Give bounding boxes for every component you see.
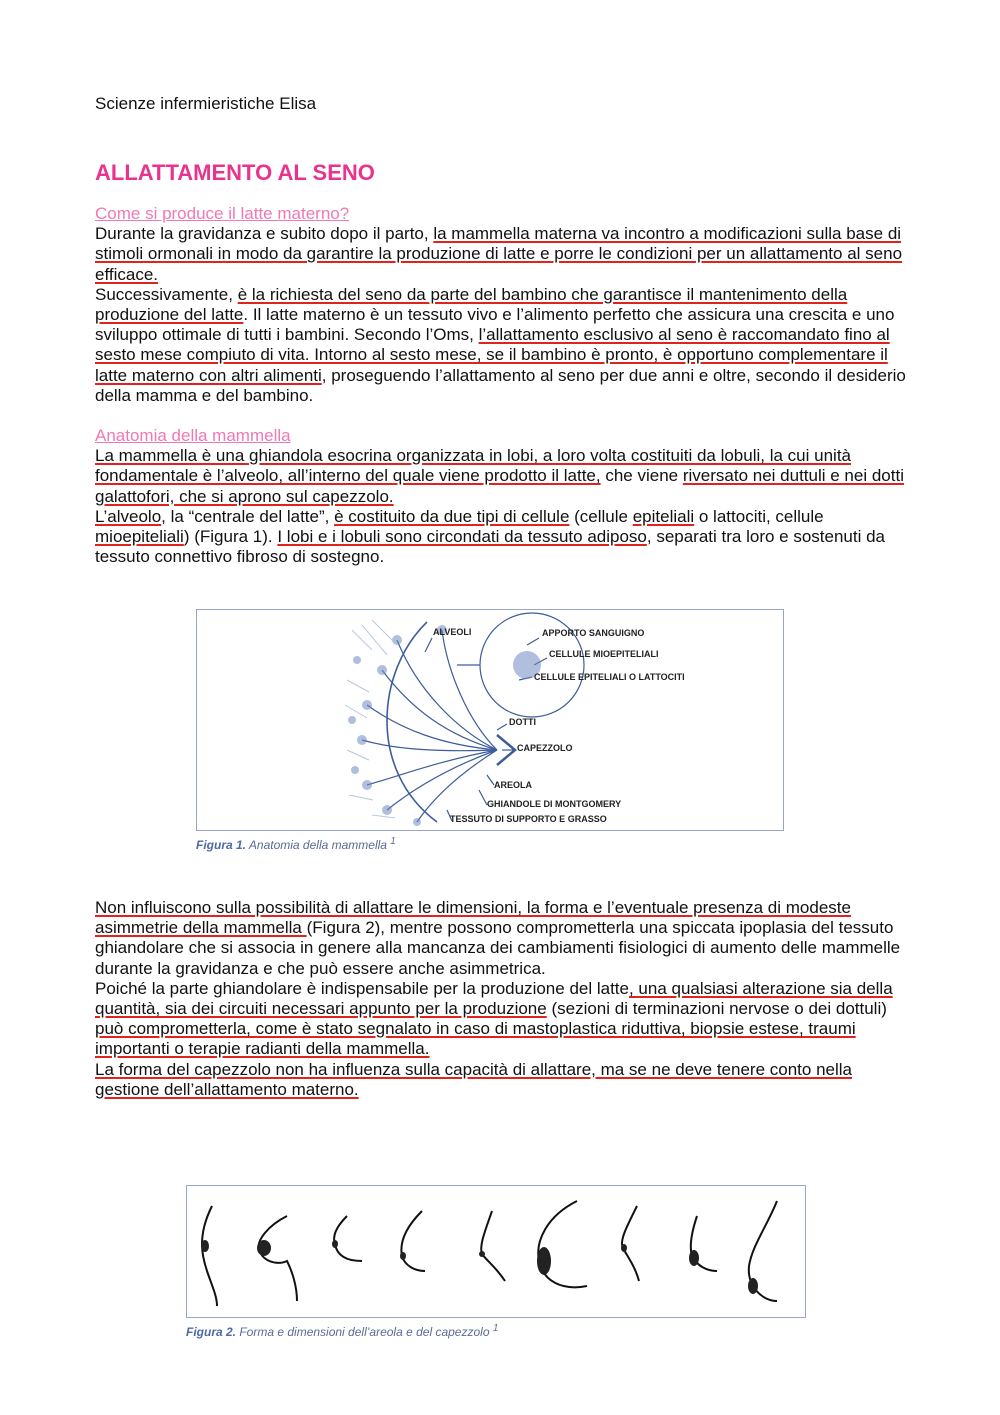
underlined-text: può comprometterla, come è stato segnalato in caso di mastoplastica riduttiva, biopsie estese, traumi importanti o terapie radianti della mammella. bbox=[95, 1019, 856, 1059]
label-apporto: APPORTO SANGUIGNO bbox=[542, 628, 645, 638]
underlined-text: è costituito da due tipi di cellule bbox=[334, 506, 570, 526]
section-heading: Come si produce il latte materno? bbox=[95, 204, 350, 223]
text-run: Poiché la parte ghiandolare è indispensabile per la produzione del latte bbox=[95, 978, 629, 998]
caption-label: Figura 2. bbox=[186, 1325, 237, 1339]
underlined-text: L’alveolo bbox=[95, 506, 162, 526]
label-capezzolo: CAPEZZOLO bbox=[517, 743, 573, 753]
paragraph bbox=[95, 285, 915, 406]
underlined-text: I lobi e i lobuli sono circondati da tessuto adiposo bbox=[277, 527, 647, 547]
paragraph bbox=[95, 1060, 915, 1100]
figure-caption bbox=[186, 1323, 498, 1339]
label-epiteliali: CELLULE EPITELIALI O LATTOCITI bbox=[534, 672, 685, 682]
underlined-text: , una qualsiasi alterazione sia della quantità, sia dei circuiti necessari appunto per la produzione bbox=[95, 978, 893, 1019]
underlined-text: l’allattamento esclusivo al seno è raccomandato fino al sesto mese compiuto di vita. Intorno al sesto mese, se il bambino è pronto, è opportuno complementare il latte materno con altri alimenti bbox=[95, 325, 890, 385]
figure-nipple-shapes bbox=[186, 1185, 806, 1318]
text-run: . Il latte materno è un tessuto vivo e l’alimento perfetto che assicura una crescita e uno sviluppo ottimale di tutti i bambini. Secondo l’Oms, bbox=[95, 305, 895, 345]
text-run: , separati tra loro e sostenuti da tessuto connettivo fibroso di sostegno. bbox=[95, 527, 886, 567]
label-dotti: DOTTI bbox=[509, 717, 536, 727]
underlined-text: mioepiteliali bbox=[95, 527, 184, 547]
areola-marks bbox=[201, 1240, 758, 1294]
underlined-text: riversato nei duttuli e nei dotti galattofori, che si aprono sul capezzolo. bbox=[95, 466, 904, 506]
document-page bbox=[95, 92, 915, 567]
section-anatomia bbox=[95, 426, 915, 567]
text-run: (Figura 2), mentre possono comprometterla una spiccata ipoplasia del tessuto ghiandolare che si associa in genere alla mancanza dei cambiamenti fisiologici di aumento delle mammelle durante la gravidanza e che può essere anche asimmetrica. bbox=[95, 918, 901, 978]
caption-footnote: 1 bbox=[390, 836, 396, 847]
text-run: Durante la gravidanza e subito dopo il parto, bbox=[95, 224, 434, 244]
section-latte bbox=[95, 204, 915, 406]
label-alveoli: ALVEOLI bbox=[433, 627, 472, 637]
document-header: Scienze infermieristiche Elisa bbox=[95, 94, 317, 113]
text-run: , proseguendo l’allattamento al seno per due anni e oltre, secondo il desiderio della mamma e del bambino. bbox=[95, 365, 906, 405]
paragraph bbox=[95, 446, 915, 507]
figure-anatomy-diagram bbox=[196, 609, 784, 831]
figure-caption bbox=[196, 836, 396, 852]
text-run: ) (Figura 1). bbox=[183, 527, 278, 547]
section-dimensioni bbox=[95, 898, 915, 1100]
label-tessuto: TESSUTO DI SUPPORTO E GRASSO bbox=[450, 814, 607, 824]
paragraph bbox=[95, 979, 915, 1060]
caption-text: Anatomia della mammella bbox=[246, 838, 391, 852]
text-run: che viene bbox=[600, 466, 683, 486]
underlined-text: La mammella è una ghiandola esocrina organizzata in lobi, a loro volta costituiti da lobuli, la cui unità fondamentale è l’alveolo, all’interno del quale viene prodotto il latte, bbox=[95, 446, 851, 486]
text-run: o lattociti, cellule bbox=[694, 506, 824, 526]
caption-label: Figura 1. bbox=[196, 838, 247, 852]
paragraph bbox=[95, 507, 915, 568]
section-heading: Anatomia della mammella bbox=[95, 426, 291, 446]
paragraph bbox=[95, 224, 915, 285]
paragraph bbox=[95, 898, 915, 979]
underlined-text: epiteliali bbox=[632, 506, 695, 526]
breast-anatomy-illustration bbox=[197, 610, 782, 829]
text-run: (sezioni di terminazioni nervose o dei dottuli) bbox=[546, 999, 887, 1019]
caption-footnote: 1 bbox=[492, 1323, 499, 1334]
underlined-text: la mammella materna va incontro a modificazioni sulla base di stimoli ormonali in modo da garantire la produzione di latte e porre le condizioni per un allattamento al seno efficace. bbox=[95, 224, 903, 284]
caption-text: Forma e dimensioni dell’areola e del capezzolo bbox=[236, 1325, 493, 1339]
breast-profiles-illustration bbox=[187, 1186, 804, 1316]
document-title: ALLATTAMENTO AL SENO bbox=[95, 160, 375, 185]
label-areola: AREOLA bbox=[494, 780, 532, 790]
label-mioepiteliali: CELLULE MIOEPITELIALI bbox=[549, 649, 659, 659]
text-run: , la “centrale del latte”, bbox=[161, 506, 335, 526]
underlined-text: La forma del capezzolo non ha influenza sulla capacità di allattare, ma se ne deve tenere conto nella gestione dell’allattamento materno. bbox=[95, 1059, 852, 1099]
label-montgomery: GHIANDOLE DI MONTGOMERY bbox=[487, 799, 622, 809]
text-run: (cellule bbox=[569, 506, 633, 526]
underlined-text: è la richiesta del seno da parte del bambino che garantisce il mantenimento della produzione del latte bbox=[95, 284, 848, 325]
text-run: Successivamente, bbox=[95, 284, 238, 304]
underlined-text: Non influiscono sulla possibilità di allattare le dimensioni, la forma e l’eventuale presenza di modeste asimmetrie della mammella bbox=[95, 898, 851, 938]
